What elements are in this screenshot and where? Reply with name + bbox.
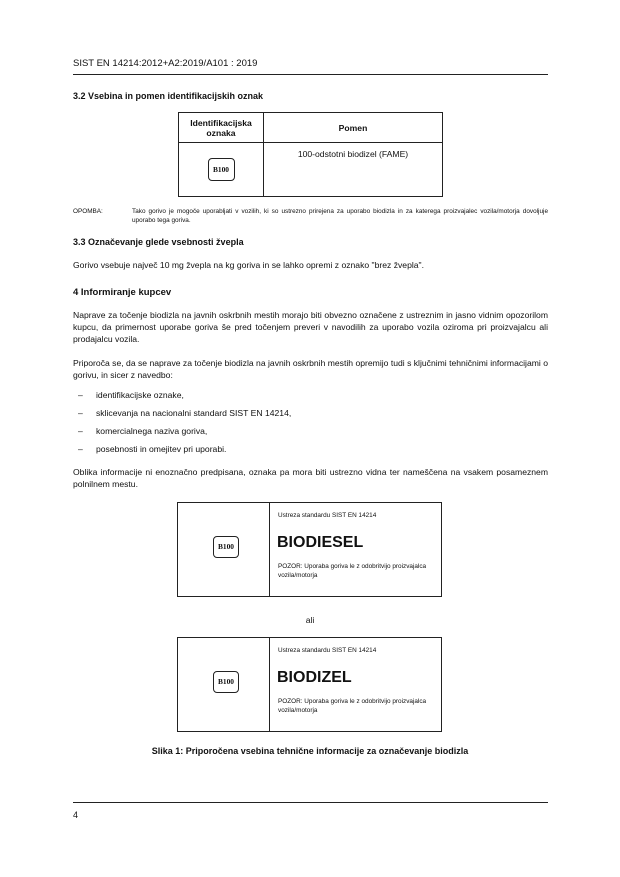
or-text: ali — [305, 615, 315, 625]
section-3-2-heading: 3.2 Vsebina in pomen identifikacijskih oznak — [73, 91, 264, 101]
list-item: – posebnosti in omejitev pri uporabi. — [78, 444, 227, 454]
b100-tag-icon: B100 — [208, 158, 235, 181]
identification-table — [178, 112, 443, 197]
section-3-3-heading: 3.3 Označevanje glede vsebnosti žvepla — [73, 237, 244, 247]
label-fuel-name: BIODIZEL — [277, 669, 352, 686]
list-item: – sklicevanja na nacionalni standard SIST EN 14214, — [78, 408, 292, 418]
label-standard-text: Ustreza standardu SIST EN 14214 — [278, 647, 377, 654]
note-text: Tako gorivo je mogoče uporabljati v vozilih, ki so ustrezno prirejena za uporabo biodizla in za katerega proizvajalec vozila/motorja dovoljuje uporabo tega goriva. — [132, 208, 548, 224]
table-cell-tag — [179, 143, 264, 197]
header-rule — [73, 74, 548, 75]
page-number: 4 — [73, 810, 79, 820]
b100-tag-icon: B100 — [213, 536, 239, 558]
table-header-meaning: Pomen — [264, 113, 443, 143]
biodizel-label-box — [177, 637, 442, 732]
section-4-para-2: Priporoča se, da se naprave za točenje biodizla na javnih oskrbnih mestih opremijo tudi s ključnimi tehničnimi informacijami o gorivu, in sicer z navedbo: — [73, 358, 548, 380]
sulphur-text: Gorivo vsebuje največ 10 mg žvepla na kg goriva in se lahko opremi z oznako "brez žvepla". — [73, 260, 424, 270]
section-4-para-1: Naprave za točenje biodizla na javnih oskrbnih mestih morajo biti obvezno označene z ustreznim in jasno vidnim opozorilom kupcu, da primernost uporabe goriva še pred točenjem preveri v navodilih za uporabo vozila oziroma pri proizvajalcu ali prodajalcu vozila. — [73, 310, 548, 344]
label-separator — [269, 638, 270, 731]
list-item: – komercialnega naziva goriva, — [78, 426, 208, 436]
note-label: OPOMBA: — [73, 208, 103, 215]
label-standard-text: Ustreza standardu SIST EN 14214 — [278, 512, 377, 519]
section-4-heading: 4 Informiranje kupcev — [73, 287, 172, 298]
b100-tag-icon: B100 — [213, 671, 239, 693]
table-header-identification: Identifikacijska oznaka — [179, 113, 264, 143]
biodiesel-label-box — [177, 502, 442, 597]
document-id-header: SIST EN 14214:2012+A2:2019/A101 : 2019 — [73, 58, 258, 69]
section-4-para-3: Oblika informacije ni enoznačno predpisana, oznaka pa mora biti ustrezno vidna ter nameščena na vsakem posameznem polnilnem mestu. — [73, 467, 548, 489]
figure-caption: Slika 1: Priporočena vsebina tehnične informacije za označevanje biodizla — [151, 746, 469, 756]
table-cell-meaning: 100-odstotni biodizel (FAME) — [264, 143, 443, 197]
list-item: – identifikacijske oznake, — [78, 390, 184, 400]
label-warning-text: POZOR: Uporaba goriva le z odobritvijo proizvajalca vozila/motorja — [278, 563, 427, 579]
footer-rule — [73, 802, 548, 803]
label-fuel-name: BIODIESEL — [277, 534, 364, 551]
label-warning-text: POZOR: Uporaba goriva le z odobritvijo proizvajalca vozila/motorja — [278, 698, 427, 714]
label-separator — [269, 503, 270, 596]
